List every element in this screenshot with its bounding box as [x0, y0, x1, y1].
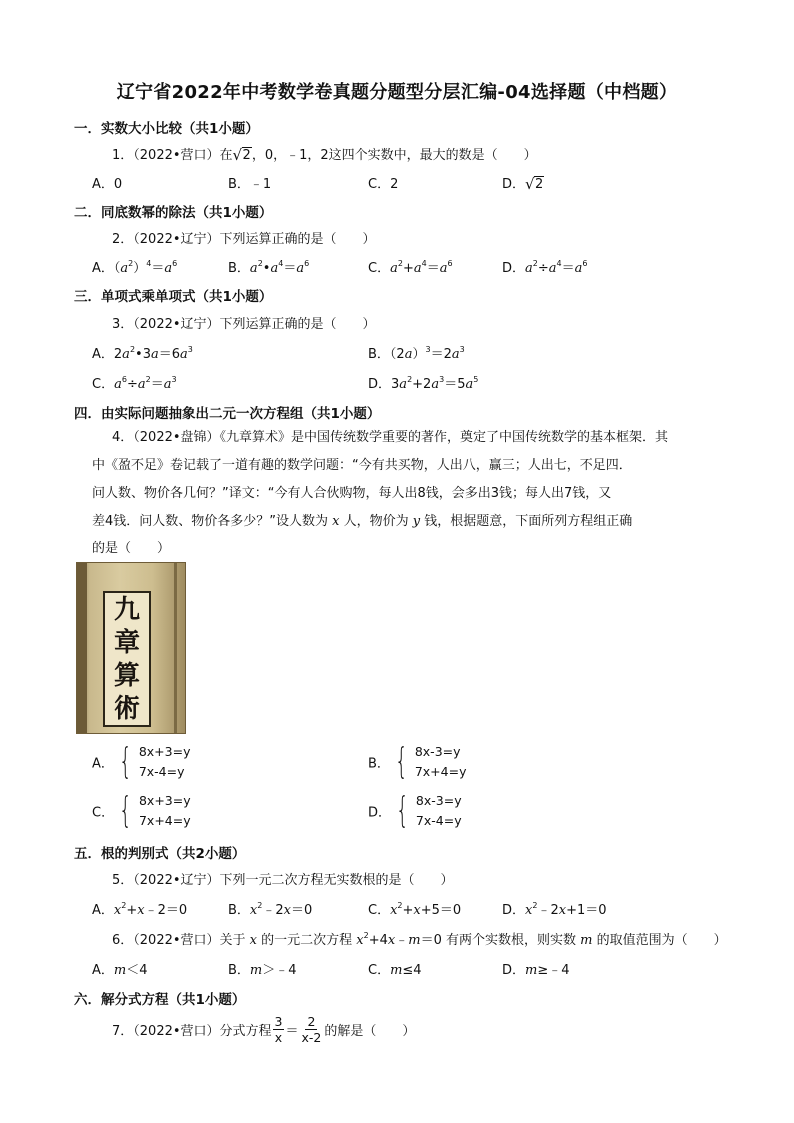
question-6-option-c: C．m≤4: [368, 963, 422, 978]
question-7-stem: 7．（2022•营口）分式方程 $\frac{3}{x}$ ＝ $\frac{2}{x-2}$ 的解是（ ）: [112, 1014, 416, 1045]
question-1-option-a: A．0: [92, 177, 123, 192]
question-2-option-d: D．$a^2\div a^4=a^6$: [502, 259, 588, 276]
question-3-option-c: C．$a^6\div a^2=a^3$: [92, 375, 177, 392]
book-title-label: 九 章 算 術: [103, 591, 151, 727]
question-4-line-4: 差4钱．问人数、物价各多少？”设人数为 x 人，物价为 y 钱，根据题意，下面所列方程组正确: [92, 514, 633, 529]
question-5-option-b: B．$x^2﹣2x=0$: [228, 901, 313, 918]
sqrt-symbol: √ 2: [232, 146, 251, 164]
fraction-2-over-x-minus-2: $\frac{2}{x-2}$: [301, 1014, 322, 1045]
section-heading-4: 四．由实际问题抽象出二元一次方程组（共1小题）: [74, 406, 381, 422]
question-4-option-d: D． { 8x-3=y 7x-4=y: [368, 790, 462, 831]
question-2-option-b: B．$a^2•a^4=a^6$: [228, 259, 310, 276]
question-3-option-a: A．$2a^2•3a=6a^3$: [92, 345, 193, 362]
question-6-option-d: D．m≥﹣4: [502, 963, 570, 978]
question-5-stem: 5．（2022•辽宁）下列一元二次方程无实数根的是（ ）: [112, 873, 454, 888]
question-1-stem: 1．（2022•营口）在 √ 2，0，﹣1，2这四个实数中，最大的数是（ ）: [112, 146, 537, 164]
question-6-option-a: A．m＜4: [92, 963, 148, 978]
question-4-option-c: C． { 8x+3=y 7x+4=y: [92, 790, 191, 831]
question-6-stem: 6．（2022•营口）关于 x 的一元二次方程 $x^2+4x﹣m=0$ 有两个实数根，则实数 m 的取值范围为（ ）: [112, 931, 727, 948]
question-2-option-a: A．$(a^2)^4=a^6$: [92, 259, 178, 276]
question-5-option-c: C．$x^2+x+5=0$: [368, 901, 462, 918]
question-4-line-1: 4．（2022•盘锦）《九章算术》是中国传统数学重要的著作，奠定了中国传统数学的基本框架．其: [112, 430, 669, 445]
question-4-line-5: 的是（ ）: [92, 541, 171, 556]
question-1-option-c: C．2: [368, 177, 399, 192]
sqrt-symbol: √ 2: [525, 175, 544, 193]
question-4-line-2: 中《盈不足》卷记载了一道有趣的数学问题：“今有共买物，人出八，赢三；人出七，不足四．: [92, 458, 632, 473]
question-5-option-d: D．$x^2﹣2x+1=0$: [502, 901, 607, 918]
question-3-option-d: D．$3a^2+2a^3=5a^5$: [368, 375, 479, 392]
section-heading-2: 二．同底数幂的除法（共1小题）: [74, 205, 273, 221]
page-title: 辽宁省2022年中考数学卷真题分题型分层汇编-04选择题（中档题）: [116, 82, 678, 103]
section-heading-6: 六．解分式方程（共1小题）: [74, 992, 246, 1008]
question-5-option-a: A．$x^2+x﹣2=0$: [92, 901, 188, 918]
question-4-option-a: A． { 8x+3=y 7x-4=y: [92, 741, 191, 782]
section-heading-3: 三．单项式乘单项式（共1小题）: [74, 289, 273, 305]
jiuzhang-suanshu-book-image: [76, 562, 186, 734]
section-heading-5: 五．根的判别式（共2小题）: [74, 846, 246, 862]
question-6-option-b: B．m＞﹣4: [228, 963, 297, 978]
question-2-stem: 2．（2022•辽宁）下列运算正确的是（ ）: [112, 232, 376, 247]
question-4-option-b: B． { 8x-3=y 7x+4=y: [368, 741, 467, 782]
question-4-line-3: 问人数、物价各几何？”译文：“今有人合伙购物，每人出8钱，会多出3钱；每人出7钱，又: [92, 486, 612, 501]
question-1-option-b: B．﹣1: [228, 177, 272, 192]
question-3-option-b: B．$(2a)^3=2a^3$: [368, 345, 465, 362]
question-3-stem: 3．（2022•辽宁）下列运算正确的是（ ）: [112, 317, 376, 332]
question-1-option-d: D． √ 2: [502, 175, 544, 193]
section-heading-1: 一．实数大小比较（共1小题）: [74, 121, 259, 137]
fraction-3-over-x: $\frac{3}{x}$: [274, 1014, 283, 1045]
question-2-option-c: C．$a^2+a^4=a^6$: [368, 259, 453, 276]
